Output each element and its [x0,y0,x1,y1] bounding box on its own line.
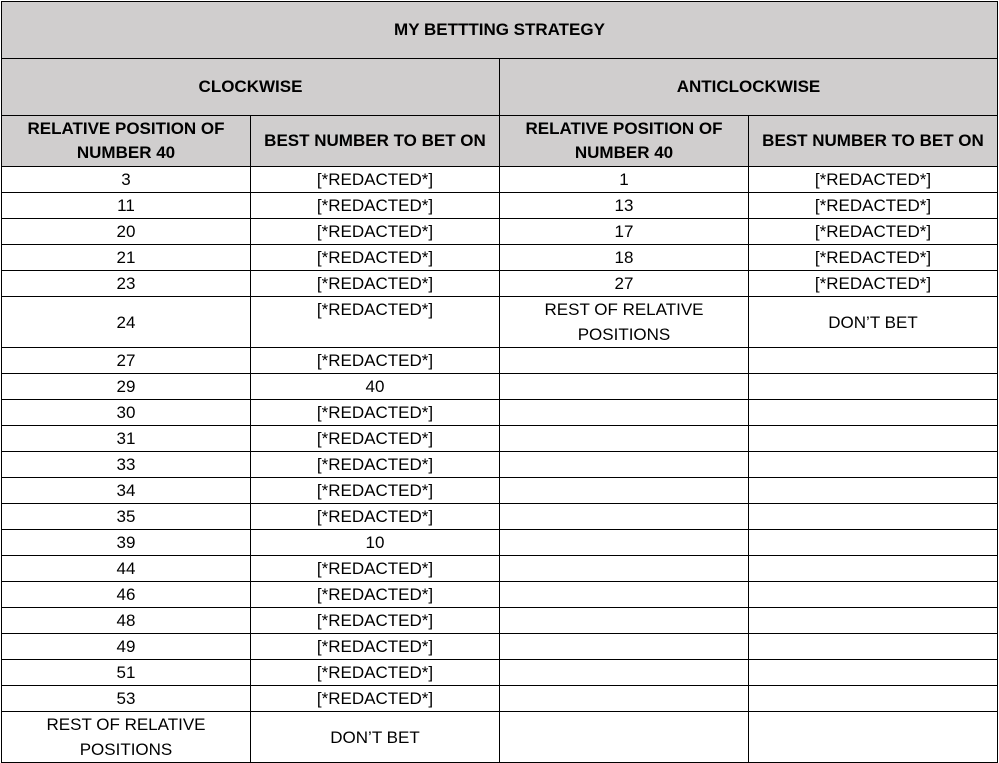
cw-bet-cell: 10 [251,530,500,556]
acw-position-cell [500,400,749,426]
cw-bet-cell: 40 [251,374,500,400]
table-row [2,712,998,763]
cw-bet-cell: DON’T BET [251,712,500,763]
acw-bet-cell: [*REDACTED*] [749,271,998,297]
acw-bet-cell: [*REDACTED*] [749,167,998,193]
acw-position-cell: REST OF RELATIVE POSITIONS [500,297,749,348]
table-row [2,556,998,582]
cw-position-cell: 51 [2,660,251,686]
cw-best-number-header: BEST NUMBER TO BET ON [251,116,500,167]
cw-relative-position-header: RELATIVE POSITION OF NUMBER 40 [2,116,251,167]
acw-position-cell: 1 [500,167,749,193]
cw-bet-cell: [*REDACTED*] [251,504,500,530]
table-row [2,530,998,556]
table-row [2,608,998,634]
cw-bet-cell: [*REDACTED*] [251,660,500,686]
acw-position-cell [500,530,749,556]
table-row [2,348,998,374]
direction-row [2,59,998,116]
cw-bet-cell: [*REDACTED*] [251,426,500,452]
cw-bet-cell: [*REDACTED*] [251,478,500,504]
acw-position-cell [500,686,749,712]
table-row [2,478,998,504]
acw-bet-cell [749,400,998,426]
cw-bet-cell: [*REDACTED*] [251,686,500,712]
table-row [2,504,998,530]
cw-position-cell: 20 [2,219,251,245]
anticlockwise-header: ANTICLOCKWISE [500,59,998,116]
acw-bet-cell: [*REDACTED*] [749,219,998,245]
cw-position-cell: 21 [2,245,251,271]
cw-bet-cell: [*REDACTED*] [251,219,500,245]
acw-bet-cell: [*REDACTED*] [749,193,998,219]
table-row [2,452,998,478]
acw-position-cell [500,478,749,504]
table-row [2,219,998,245]
cw-position-cell: 48 [2,608,251,634]
table-row [2,660,998,686]
cw-position-cell: REST OF RELATIVE POSITIONS [2,712,251,763]
acw-bet-cell [749,426,998,452]
cw-position-cell: 33 [2,452,251,478]
cw-bet-cell: [*REDACTED*] [251,348,500,374]
acw-bet-cell [749,634,998,660]
acw-bet-cell [749,530,998,556]
acw-position-cell [500,348,749,374]
cw-bet-cell: [*REDACTED*] [251,245,500,271]
cw-position-cell: 30 [2,400,251,426]
cw-position-cell: 46 [2,582,251,608]
cw-position-cell: 3 [2,167,251,193]
title-row [2,2,998,59]
cw-position-cell: 35 [2,504,251,530]
table-row [2,167,998,193]
acw-bet-cell: DON’T BET [749,297,998,348]
cw-position-cell: 11 [2,193,251,219]
column-header-row [2,116,998,167]
acw-position-cell: 27 [500,271,749,297]
cw-position-cell: 24 [2,297,251,348]
table-row [2,426,998,452]
acw-best-number-header: BEST NUMBER TO BET ON [749,116,998,167]
acw-bet-cell [749,712,998,763]
table-row [2,271,998,297]
acw-bet-cell [749,556,998,582]
cw-position-cell: 27 [2,348,251,374]
cw-position-cell: 39 [2,530,251,556]
table-row [2,582,998,608]
cw-position-cell: 31 [2,426,251,452]
acw-position-cell [500,712,749,763]
acw-position-cell [500,634,749,660]
table-title: MY BETTTING STRATEGY [2,2,998,59]
cw-position-cell: 53 [2,686,251,712]
acw-bet-cell [749,660,998,686]
acw-bet-cell [749,452,998,478]
table-row [2,686,998,712]
acw-position-cell [500,452,749,478]
acw-bet-cell [749,348,998,374]
table-row [2,245,998,271]
acw-position-cell [500,374,749,400]
table-row [2,374,998,400]
cw-bet-cell: [*REDACTED*] [251,167,500,193]
cw-position-cell: 44 [2,556,251,582]
acw-position-cell [500,660,749,686]
acw-bet-cell [749,686,998,712]
acw-bet-cell [749,374,998,400]
acw-position-cell [500,426,749,452]
acw-position-cell [500,504,749,530]
acw-position-cell [500,556,749,582]
acw-bet-cell [749,608,998,634]
cw-bet-cell: [*REDACTED*] [251,608,500,634]
cw-bet-cell: [*REDACTED*] [251,452,500,478]
cw-position-cell: 49 [2,634,251,660]
acw-position-cell: 18 [500,245,749,271]
acw-position-cell [500,608,749,634]
cw-position-cell: 23 [2,271,251,297]
betting-strategy-table [1,1,998,763]
cw-bet-cell: [*REDACTED*] [251,271,500,297]
cw-position-cell: 29 [2,374,251,400]
clockwise-header: CLOCKWISE [2,59,500,116]
cw-bet-cell: [*REDACTED*] [251,193,500,219]
acw-bet-cell [749,504,998,530]
cw-bet-cell: [*REDACTED*] [251,297,500,348]
acw-bet-cell: [*REDACTED*] [749,245,998,271]
cw-position-cell: 34 [2,478,251,504]
table-row [2,297,998,348]
acw-relative-position-header: RELATIVE POSITION OF NUMBER 40 [500,116,749,167]
cw-bet-cell: [*REDACTED*] [251,634,500,660]
acw-position-cell: 13 [500,193,749,219]
table-row [2,400,998,426]
cw-bet-cell: [*REDACTED*] [251,556,500,582]
table-row [2,193,998,219]
table-row [2,634,998,660]
acw-position-cell [500,582,749,608]
acw-bet-cell [749,582,998,608]
acw-position-cell: 17 [500,219,749,245]
acw-bet-cell [749,478,998,504]
cw-bet-cell: [*REDACTED*] [251,582,500,608]
cw-bet-cell: [*REDACTED*] [251,400,500,426]
